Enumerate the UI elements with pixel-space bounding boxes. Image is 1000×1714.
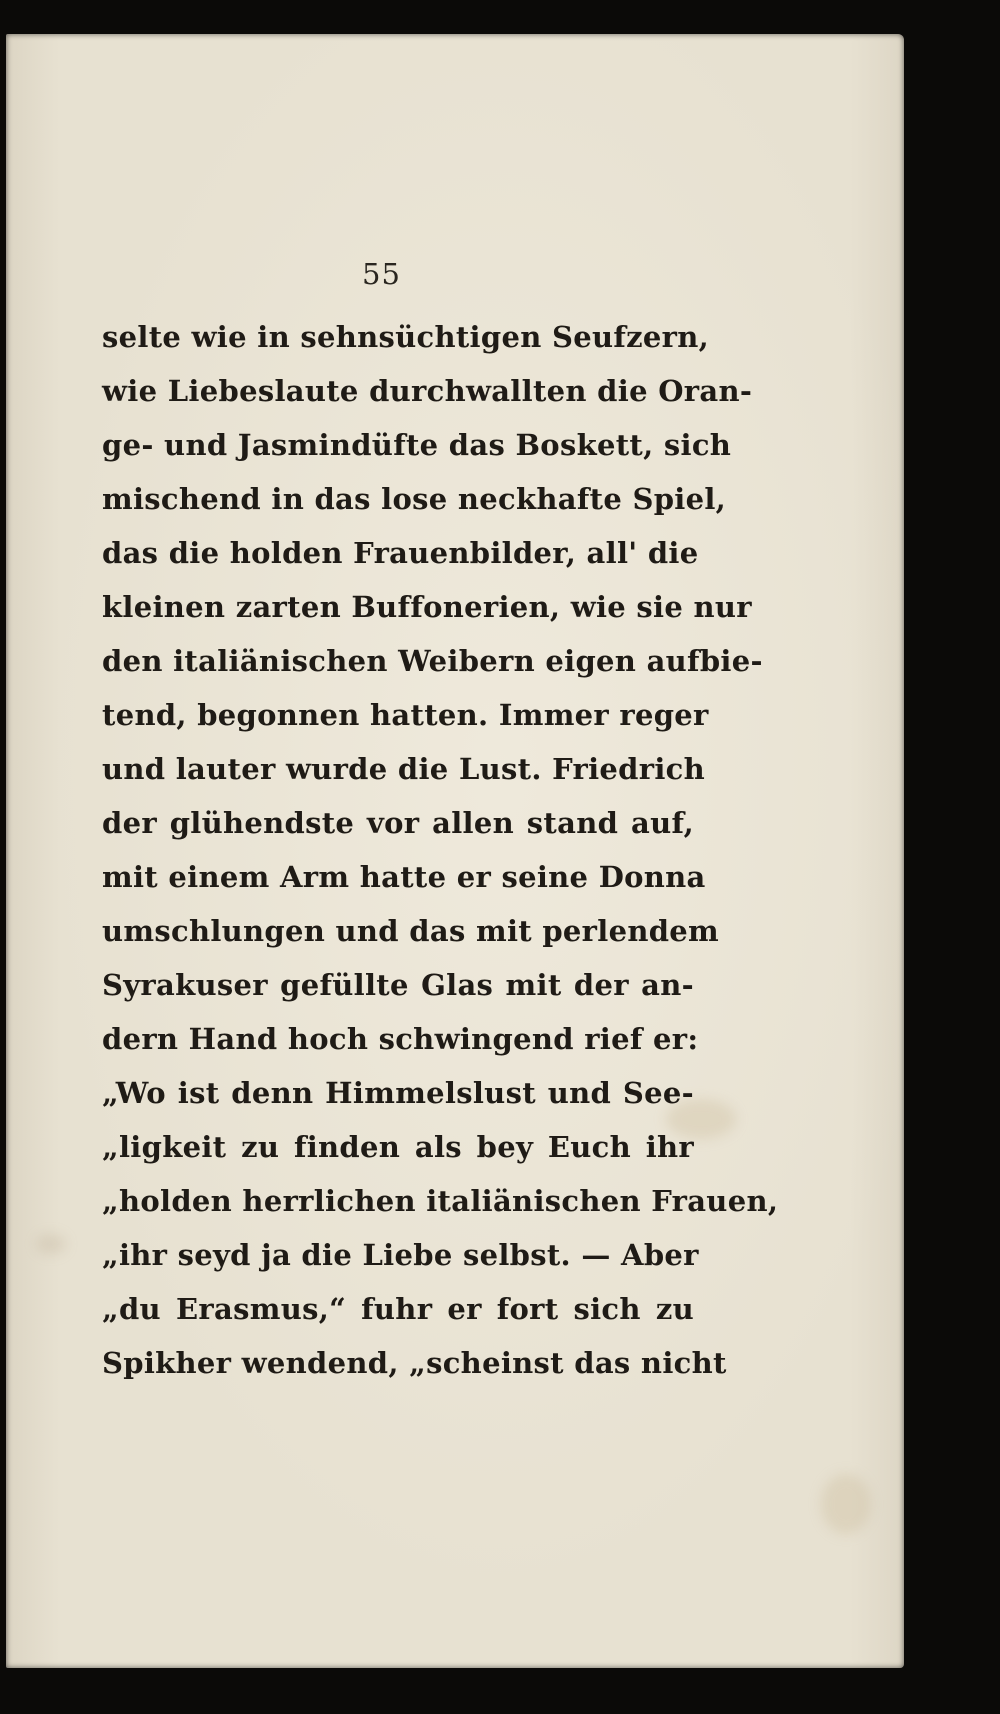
text-line: wie Liebeslaute durchwallten die Oran- <box>102 374 753 408</box>
text-line: kleinen zarten Buffonerien, wie sie nur <box>102 590 752 624</box>
text-line: „holden herrlichen italiänischen Frauen, <box>102 1184 779 1218</box>
text-line: umschlungen und das mit perlendem <box>102 914 720 948</box>
body-text <box>102 310 779 1390</box>
text-line: dern Hand hoch schwingend rief er: <box>102 1022 699 1056</box>
text-line: „ligkeit zu finden als bey Euch ihr <box>102 1130 694 1164</box>
text-line: Spikher wendend, „scheinst das nicht <box>102 1346 727 1380</box>
text-line: „Wo ist denn Himmelslust und See- <box>102 1076 694 1110</box>
book-page <box>6 34 904 1668</box>
text-line: mischend in das lose neckhafte Spiel, <box>102 482 727 516</box>
text-line: der glühendste vor allen stand auf, <box>102 806 694 840</box>
text-line: Syrakuser gefüllte Glas mit der an- <box>102 968 694 1002</box>
text-line: das die holden Frauenbilder, all' die <box>102 536 699 570</box>
text-line: ge- und Jasmindüfte das Boskett, sich <box>102 428 732 462</box>
text-line: tend, begonnen hatten. Immer reger <box>102 698 709 732</box>
text-line: selte wie in sehnsüchtigen Seufzern, <box>102 320 710 354</box>
text-line: „ihr seyd ja die Liebe selbst. — Aber <box>102 1238 699 1272</box>
page-number: 55 <box>362 257 401 291</box>
paper-stain <box>36 1234 66 1254</box>
text-line: den italiänischen Weibern eigen aufbie- <box>102 644 763 678</box>
text-line: „du Erasmus,“ fuhr er fort sich zu <box>102 1292 694 1326</box>
text-line: und lauter wurde die Lust. Friedrich <box>102 752 705 786</box>
paper-stain <box>821 1474 871 1534</box>
text-line: mit einem Arm hatte er seine Donna <box>102 860 706 894</box>
